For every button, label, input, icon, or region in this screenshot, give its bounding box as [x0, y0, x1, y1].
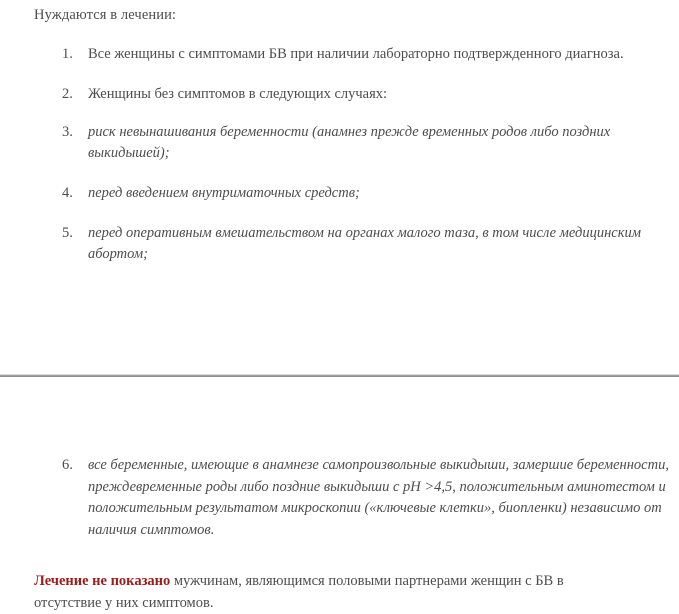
closing-rest: мужчинам, являющимся половыми партнерами женщин с БВ в отсутствие у них симптомов.: [34, 572, 564, 611]
list-item-number: 4.: [62, 185, 73, 201]
list-item-number: 5.: [62, 225, 73, 241]
list-item-text: Все женщины с симптомами БВ при наличии лабораторно подтвержденного диагноза.: [88, 46, 624, 62]
page-break-divider: [0, 374, 679, 377]
list-item-number: 6.: [62, 457, 73, 473]
list-item: [34, 183, 674, 204]
intro-paragraph: Нуждаются в лечении:: [34, 7, 177, 23]
list-item-number: 2.: [62, 86, 73, 102]
list-item: [34, 223, 674, 265]
list-item-number: 1.: [62, 46, 73, 62]
closing-highlight: Лечение не показано: [34, 572, 171, 589]
treatment-indications-list-continued: [34, 455, 674, 541]
closing-paragraph: [34, 570, 634, 614]
list-item: [34, 44, 674, 65]
list-item: [34, 455, 674, 541]
list-item: [34, 122, 674, 164]
list-item-text: все беременные, имеющие в анамнезе самопроизвольные выкидыши, замершие беременности, преждевременные роды либо поздние выкидыши с pH >4,5, положительным аминотестом и положительным результатом микроскопии («ключевые клетки», биопленки) независимо от наличия симптомов.: [88, 457, 669, 538]
list-item-text: перед введением внутриматочных средств;: [88, 185, 360, 201]
treatment-indications-list: [34, 44, 674, 284]
list-item-text: перед оперативным вмешательством на органах малого таза, в том числе медицинским абортом;: [88, 225, 642, 262]
list-item-text: риск невынашивания беременности (анамнез прежде временных родов либо поздних выкидышей);: [88, 124, 611, 161]
list-item-number: 3.: [62, 124, 73, 140]
list-item: [34, 84, 674, 105]
list-item-text: Женщины без симптомов в следующих случаях:: [88, 86, 388, 102]
